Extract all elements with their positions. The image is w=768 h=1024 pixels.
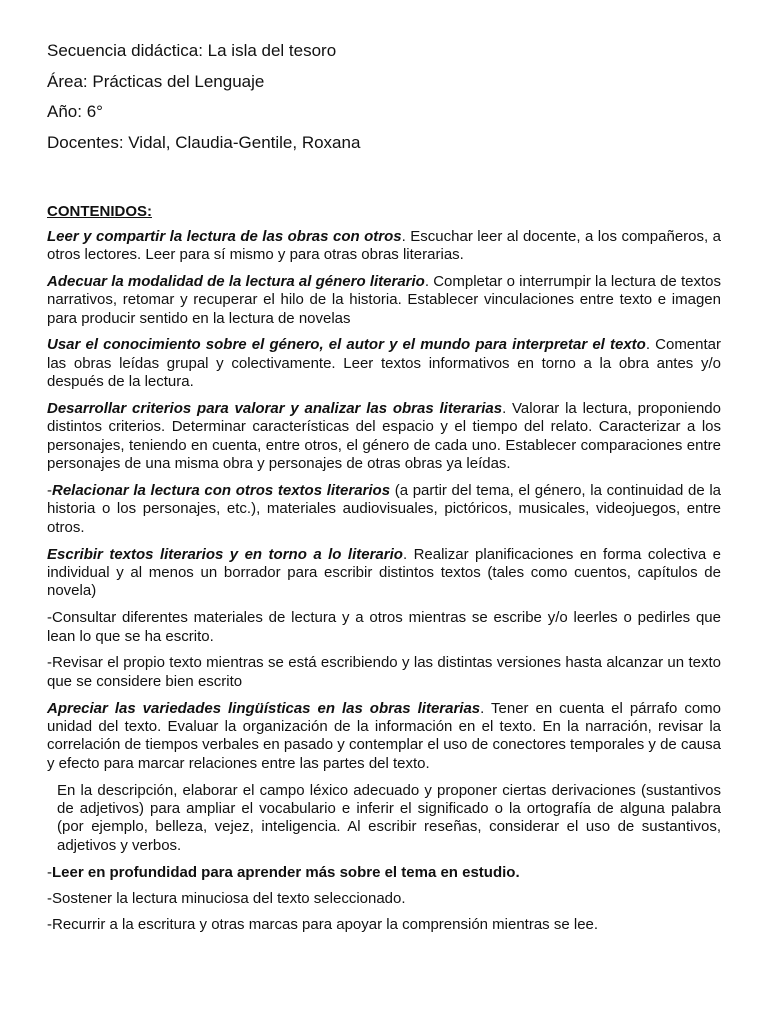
paragraph-lead: Usar el conocimiento sobre el género, el autor y el mundo para interpretar el texto [47, 336, 646, 354]
content-paragraph-7: -Consultar diferentes materiales de lectura y a otros mientras se escribe y/o leerles o pedirles que lean lo que se ha escrito. [47, 609, 721, 645]
paragraph-body: . Completar o interrumpir la lectura de textos narrativos, retomar y recuperar el hilo de la historia. Establecer vinculaciones entre texto e imagen para producir sentido en la lectura de novelas [47, 272, 721, 327]
content-paragraph-2 [47, 273, 721, 328]
content-paragraph-4 [47, 400, 721, 474]
paragraph-lead: Leer y compartir la lectura de las obras con otros [47, 227, 402, 245]
content-paragraph-3 [47, 336, 721, 391]
paragraph-body: . Comentar las obras leídas grupal y colectivamente. Leer textos informativos en torno a la obra antes y/o después de la lectura. [47, 336, 721, 391]
content-paragraph-6 [47, 546, 721, 601]
content-paragraph-12: -Sostener la lectura minuciosa del texto seleccionado. [47, 889, 406, 907]
year-line: Año: 6° [47, 102, 103, 121]
paragraph-lead: Escribir textos literarios y en torno a lo literario [47, 545, 403, 563]
paragraph-lead: Adecuar la modalidad de la lectura al género literario [47, 272, 425, 290]
content-paragraph-8: -Revisar el propio texto mientras se está escribiendo y las distintas versiones hasta alcanzar un texto que se considere bien escrito [47, 654, 721, 690]
content-paragraph-13: -Recurrir a la escritura y otras marcas para apoyar la comprensión mientras se lee. [47, 916, 599, 933]
content-paragraph-1 [47, 228, 721, 265]
paragraph-body: . Valorar la lectura, proponiendo distintos criterios. Determinar características del espacio y el tiempo del relato. Caracterizar a los personajes, teniendo en cuenta, entre otros, el género de cada uno. Establecer comparaciones entre personajes de una misma obra y personajes de otras obras ya leídas. [47, 399, 721, 473]
paragraph-body: (a partir del tema, el género, la continuidad de la historia o los personajes, etc.), materiales audiovisuales, pictóricos, musicales, videojuegos, entre otros. [47, 481, 721, 536]
content-paragraph-5 [47, 482, 721, 537]
paragraph-body: . Escuchar leer al docente, a los compañeros, a otros lectores. Leer para sí mismo y para otras obras literarias. [47, 227, 722, 263]
paragraph-bold: Leer en profundidad para aprender más sobre el tema en estudio. [52, 863, 520, 881]
paragraph-lead: Relacionar la lectura con otros textos literarios [52, 481, 391, 499]
sequence-title: Secuencia didáctica: La isla del tesoro [47, 41, 337, 60]
paragraph-lead: Apreciar las variedades lingüísticas en las obras literarias [47, 699, 481, 717]
area-line: Área: Prácticas del Lenguaje [47, 71, 265, 91]
teachers-line: Docentes: Vidal, Claudia-Gentile, Roxana [47, 132, 361, 152]
paragraph-prefix: - [47, 863, 52, 881]
content-paragraph-11 [47, 864, 721, 882]
paragraph-body: . Tener en cuenta el párrafo como unidad del texto. Evaluar la organización de la información en el texto. En la narración, revisar la correlación de tiempos verbales en pasado y contemplar el uso de conectores temporales y de causa y efecto para marcar relaciones entre las partes del texto. [47, 699, 721, 772]
content-paragraph-9 [47, 700, 721, 774]
content-paragraph-10: En la descripción, elaborar el campo léxico adecuado y proponer ciertas derivaciones (sustantivos de adjetivos) para ampliar el vocabulario e inferir el significado o la ortografía de alguna palabra (por ejemplo, belleza, vejez, inteligencia. Al escribir reseñas, considerar el uso de sustantivos, adjetivos y verbos. [57, 781, 721, 854]
paragraph-lead: Desarrollar criterios para valorar y analizar las obras literarias [47, 399, 503, 417]
paragraph-prefix: - [47, 481, 52, 499]
section-title: CONTENIDOS: [47, 202, 152, 220]
paragraph-body: . Realizar planificaciones en forma colectiva e individual y al menos un borrador para escribir distintos textos (tales como cuentos, capítulos de novela) [47, 545, 721, 600]
